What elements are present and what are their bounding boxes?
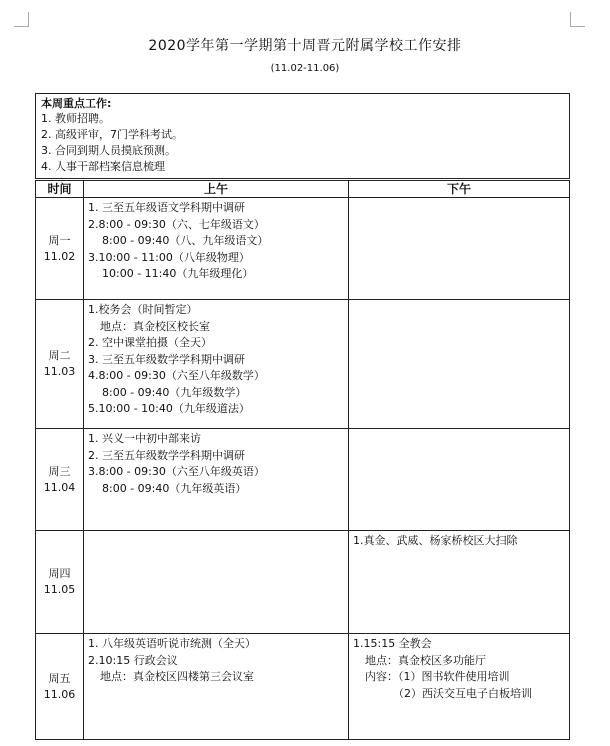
day-name: 周一 [48, 233, 71, 247]
schedule-line: 1.校务会（时间暂定） [88, 303, 198, 316]
day-row-wednesday [36, 429, 570, 531]
schedule-line: 1.真金、武威、杨家桥校区大扫除 [353, 534, 518, 547]
schedule-line: 3.10:00 - 11:00（八年级物理） [88, 250, 250, 264]
day-date: 11.03 [43, 365, 76, 378]
page-corner-mark-left [14, 12, 29, 27]
pm-cell [349, 198, 570, 300]
pm-cell [349, 300, 570, 429]
column-header-am: 上午 [84, 180, 349, 198]
day-date: 11.06 [43, 687, 76, 701]
day-label [36, 634, 84, 740]
schedule-line: 5.10:00 - 10:40（九年级道法） [88, 402, 250, 415]
day-label [36, 300, 84, 429]
column-header-time: 时间 [36, 180, 84, 198]
am-cell [84, 531, 349, 634]
column-header-pm: 下午 [349, 180, 570, 198]
schedule-line: 8:00 - 09:40（八、九年级语文） [102, 234, 269, 247]
schedule-line: 地点：真金校区多功能厅 [365, 653, 486, 667]
day-date: 11.02 [43, 249, 76, 263]
focus-row [36, 94, 570, 180]
day-label [36, 429, 84, 531]
schedule-line: 2. 三至五年级数学学科期中调研 [88, 448, 245, 462]
schedule-line: 3. 三至五年级数学学科期中调研 [88, 352, 245, 366]
focus-item: 1. 教师招聘。 [41, 112, 110, 125]
schedule-line: 10:00 - 11:40（九年级理化） [102, 267, 254, 280]
focus-cell [36, 94, 570, 180]
schedule-line: （2）西沃交互电子白板培训 [393, 686, 532, 700]
schedule-line: 1. 兴义一中初中部来访 [88, 432, 201, 445]
schedule-line: 1. 八年级英语听说市统测（全天） [88, 637, 256, 650]
pm-cell [349, 531, 570, 634]
focus-item: 4. 人事干部档案信息梳理 [41, 160, 165, 173]
day-label [36, 198, 84, 300]
day-date: 11.05 [43, 583, 76, 596]
schedule-line: 3.8:00 - 09:30（六至八年级英语） [88, 465, 265, 478]
schedule-line: 8:00 - 09:40（九年级英语） [102, 481, 247, 495]
day-name: 周三 [48, 464, 71, 478]
day-row-monday [36, 198, 570, 300]
pm-cell [349, 634, 570, 740]
schedule-line: 2.10:15 行政会议 [88, 653, 178, 667]
day-date: 11.04 [43, 480, 76, 494]
schedule-line: 2.8:00 - 09:30（六、七年级语文） [88, 217, 265, 231]
day-row-thursday [36, 531, 570, 634]
header-row [36, 180, 570, 198]
pm-cell [349, 429, 570, 531]
am-cell [84, 634, 349, 740]
document-title: 2020学年第一学期第十周晋元附属学校工作安排 [148, 38, 462, 54]
schedule-line: 1. 三至五年级语文学科期中调研 [88, 201, 245, 214]
schedule-line: 2. 空中课堂拍摄（全天） [88, 336, 212, 349]
day-label [36, 531, 84, 634]
day-name: 周五 [48, 671, 71, 685]
day-name: 周四 [48, 567, 71, 580]
day-name: 周二 [48, 349, 71, 362]
page-corner-mark-right [570, 12, 585, 27]
schedule-line: 地点：真金校区校长室 [100, 319, 210, 333]
schedule-line: 1.15:15 全教会 [353, 637, 432, 650]
date-range: (11.02-11.06) [270, 63, 340, 74]
schedule-line: 4.8:00 - 09:30（六至八年级数学） [88, 369, 265, 382]
schedule-table [35, 93, 570, 740]
am-cell [84, 198, 349, 300]
am-cell [84, 429, 349, 531]
am-cell [84, 300, 349, 429]
schedule-line: 内容：（1）图书软件使用培训 [365, 670, 510, 683]
focus-item: 3. 合同到期人员摸底预测。 [41, 144, 176, 157]
focus-item: 2. 高级评审，7门学科考试。 [41, 128, 183, 141]
focus-heading: 本周重点工作: [41, 97, 112, 110]
schedule-line: 8:00 - 09:40（九年级数学） [102, 385, 247, 399]
day-row-friday [36, 634, 570, 740]
schedule-line: 地点：真金校区四楼第三会议室 [100, 670, 254, 683]
day-row-tuesday [36, 300, 570, 429]
